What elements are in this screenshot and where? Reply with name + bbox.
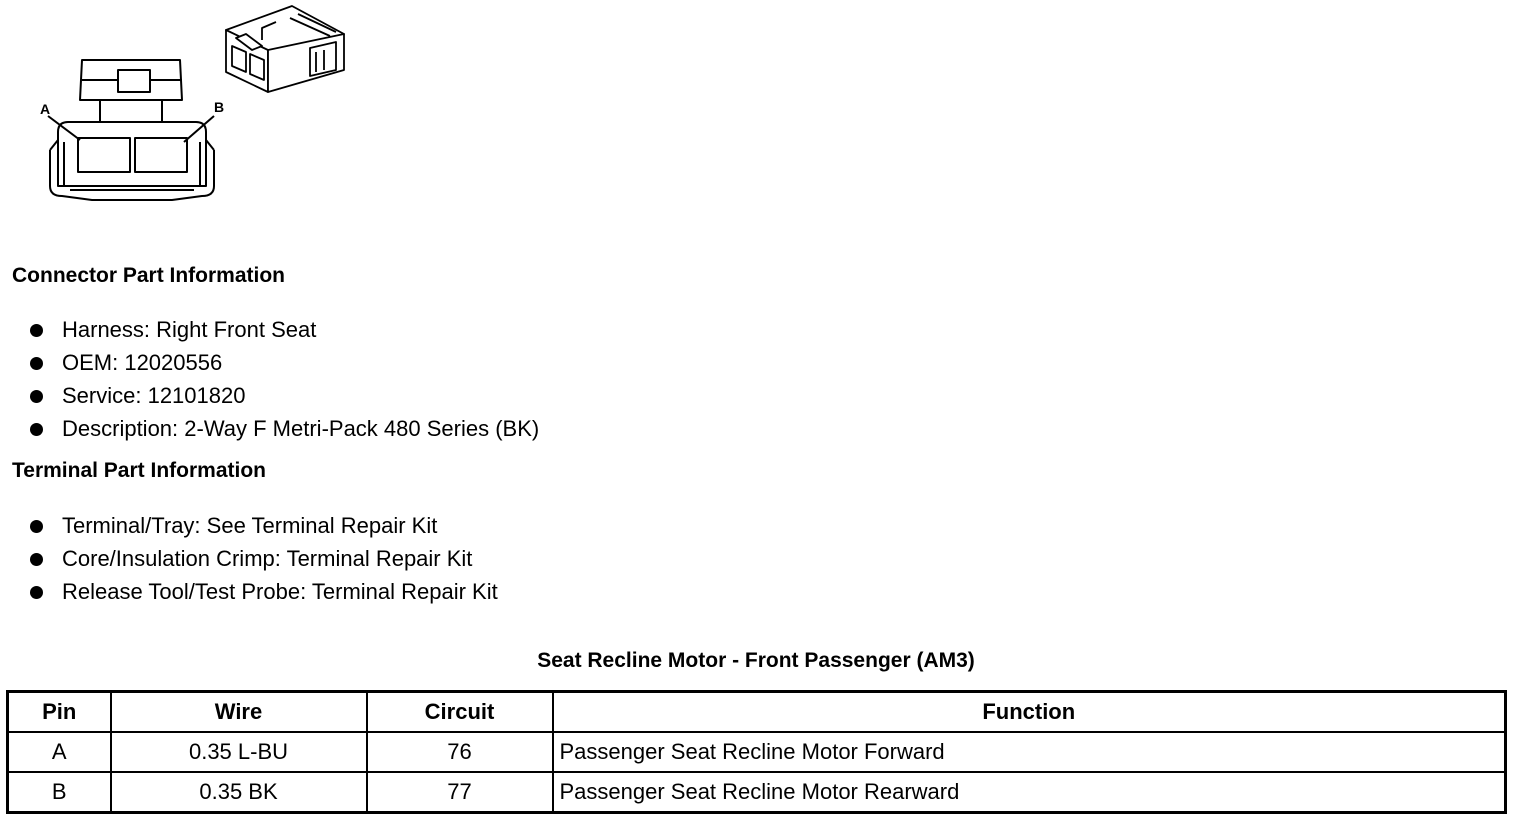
- list-item: [30, 316, 539, 349]
- list-item: [30, 545, 498, 578]
- list-item-text: Harness: Right Front Seat: [62, 317, 317, 342]
- bullet-icon: [30, 324, 43, 337]
- column-header-wire: Wire: [111, 692, 367, 733]
- bullet-icon: [30, 357, 43, 370]
- pinout-table: [6, 690, 1507, 814]
- list-item-text: Service: 12101820: [62, 383, 246, 408]
- connector-part-info-list: [30, 316, 539, 448]
- list-item: [30, 382, 539, 415]
- list-item: [30, 512, 498, 545]
- wire-cell: 0.35 L-BU: [111, 732, 367, 772]
- connector-part-info-heading: Connector Part Information: [12, 264, 286, 287]
- connector-illustration: [0, 0, 370, 220]
- list-item: [30, 578, 498, 611]
- list-item-text: Terminal/Tray: See Terminal Repair Kit: [62, 513, 438, 538]
- pin-cell: B: [8, 772, 111, 813]
- bullet-icon: [30, 423, 43, 436]
- list-item-text: Description: 2-Way F Metri-Pack 480 Series (BK): [62, 416, 540, 441]
- table-header-row: [8, 692, 1506, 733]
- list-item-text: Release Tool/Test Probe: Terminal Repair Kit: [62, 579, 498, 604]
- function-cell: Passenger Seat Recline Motor Forward: [553, 732, 1506, 772]
- list-item-text: OEM: 12020556: [62, 350, 223, 375]
- pin-cell: A: [8, 732, 111, 772]
- pinout-table-title: Seat Recline Motor - Front Passenger (AM3): [537, 649, 975, 672]
- circuit-cell: 77: [367, 772, 553, 813]
- list-item: [30, 349, 539, 382]
- circuit-cell: 76: [367, 732, 553, 772]
- list-item-text: Core/Insulation Crimp: Terminal Repair Kit: [62, 546, 473, 571]
- pin-a-callout: A: [40, 101, 51, 117]
- table-row: [8, 732, 1506, 772]
- column-header-function: Function: [553, 692, 1506, 733]
- column-header-pin: Pin: [8, 692, 111, 733]
- wire-cell: 0.35 BK: [111, 772, 367, 813]
- bullet-icon: [30, 520, 43, 533]
- table-row: [8, 772, 1506, 813]
- list-item: [30, 415, 539, 448]
- terminal-part-info-list: [30, 512, 498, 611]
- bullet-icon: [30, 390, 43, 403]
- terminal-part-info-heading: Terminal Part Information: [12, 459, 266, 482]
- pin-b-callout: B: [214, 99, 225, 115]
- bullet-icon: [30, 586, 43, 599]
- column-header-circuit: Circuit: [367, 692, 553, 733]
- bullet-icon: [30, 553, 43, 566]
- function-cell: Passenger Seat Recline Motor Rearward: [553, 772, 1506, 813]
